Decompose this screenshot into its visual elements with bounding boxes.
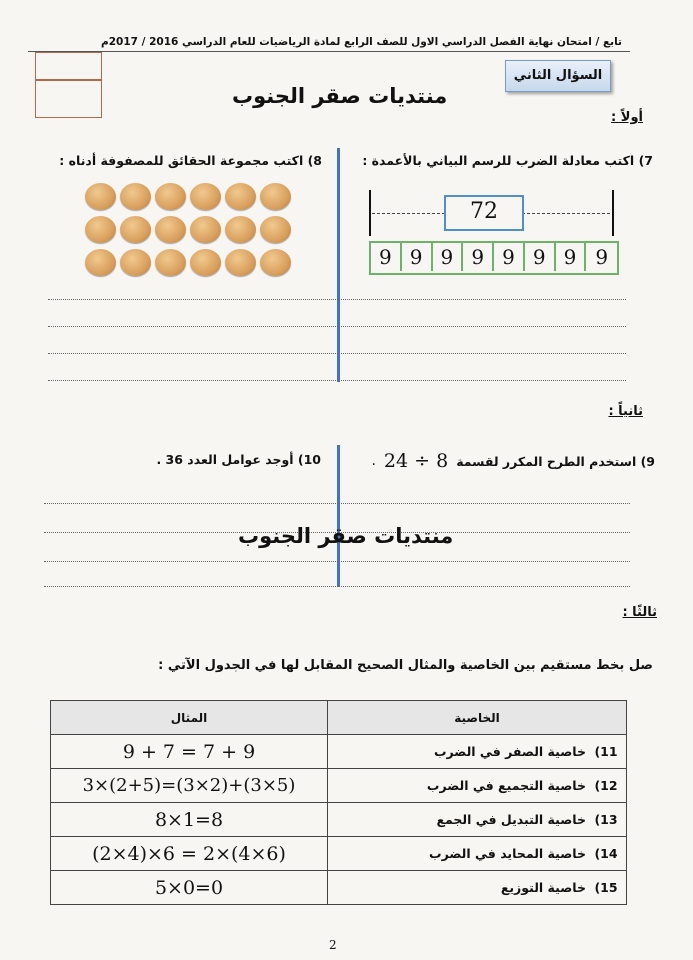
section-second-label: ثانياً : (608, 404, 643, 419)
property-name: خاصية الصفر في الضرب (433, 744, 586, 759)
row-number: 15) (594, 880, 618, 895)
property-name: خاصية التبديل في الجمع (436, 812, 586, 827)
bar-right-tick (612, 190, 614, 236)
bar-part: 9 (463, 243, 494, 271)
answer-line[interactable] (44, 561, 630, 562)
table-row (51, 803, 627, 837)
example-cell[interactable]: 5×0=0 (51, 871, 328, 905)
basketball-icon (155, 216, 186, 243)
basketball-icon (155, 249, 186, 276)
column-divider (337, 445, 340, 587)
bar-part: 9 (402, 243, 433, 271)
q8-text: 8) اكتب مجموعة الحقائق للمصفوفة أدناه : (59, 153, 322, 168)
row-number: 11) (594, 744, 618, 759)
basketball-icon (260, 183, 291, 210)
basketball-icon (120, 183, 151, 210)
q9-expression: 24 ÷ 8 (383, 450, 449, 472)
watermark: منتديات صقر الجنوب (238, 524, 454, 548)
row-number: 13) (594, 812, 618, 827)
example-cell[interactable]: 8×1=8 (51, 803, 328, 837)
table-header-row (51, 701, 627, 735)
basketball-icon (190, 249, 221, 276)
row-number: 14) (594, 846, 618, 861)
bar-left-tick (369, 190, 371, 236)
property-name: خاصية التوزيع (500, 880, 586, 895)
answer-line[interactable] (48, 380, 626, 381)
watermark: منتديات صقر الجنوب (232, 84, 448, 108)
bar-part: 9 (371, 243, 402, 271)
property-name: خاصية المحايد في الضرب (429, 846, 586, 861)
q7-text: 7) اكتب معادلة الضرب للرسم البياني بالأعمدة : (362, 153, 653, 168)
example-cell[interactable]: 3×(2+5)=(3×2)+(3×5) (51, 769, 328, 803)
basketball-icon (85, 183, 116, 210)
basketball-icon (120, 216, 151, 243)
section-third-label: ثالثًا : (622, 605, 657, 620)
answer-line[interactable] (48, 353, 626, 354)
bar-part: 9 (433, 243, 464, 271)
answer-line[interactable] (44, 503, 630, 504)
ball-array (85, 183, 295, 276)
bar-total-box: 72 (444, 195, 524, 231)
matching-instruction: صل بخط مستقيم بين الخاصية والمثال الصحيح المقابل لها في الجدول الآتي : (158, 658, 653, 673)
basketball-icon (260, 249, 291, 276)
property-name: خاصية التجميع في الضرب (426, 778, 586, 793)
question-title: السؤال الثاني (505, 60, 611, 92)
page-number: 2 (329, 938, 337, 952)
basketball-icon (190, 183, 221, 210)
basketball-icon (85, 216, 116, 243)
basketball-icon (120, 249, 151, 276)
bar-part: 9 (525, 243, 556, 271)
property-cell[interactable] (328, 769, 627, 803)
table-row (51, 735, 627, 769)
header-example: المثال (51, 701, 328, 735)
column-divider (337, 148, 340, 382)
answer-line[interactable] (44, 586, 630, 587)
q9-period: . (371, 453, 376, 469)
property-cell[interactable] (328, 735, 627, 769)
bar-part: 9 (556, 243, 587, 271)
answer-line[interactable] (48, 326, 626, 327)
table-row (51, 769, 627, 803)
header-divider (28, 51, 630, 52)
table-row (51, 871, 627, 905)
q9 (371, 450, 655, 472)
basketball-icon (260, 216, 291, 243)
property-cell[interactable] (328, 871, 627, 905)
property-cell[interactable] (328, 837, 627, 871)
bar-part: 9 (494, 243, 525, 271)
bar-part: 9 (595, 245, 609, 269)
basketball-icon (190, 216, 221, 243)
example-cell[interactable]: (2×4)×6 = 2×(4×6) (51, 837, 328, 871)
properties-table (50, 700, 627, 905)
score-box-bottom (35, 80, 102, 118)
answer-line[interactable] (48, 299, 626, 300)
exam-header: تابع / امتحان نهاية الفصل الدراسي الاول للصف الرابع لمادة الرياضيات للعام الدراسي 2016 / 2017م (101, 36, 622, 48)
property-cell[interactable] (328, 803, 627, 837)
basketball-icon (155, 183, 186, 210)
basketball-icon (225, 183, 256, 210)
bar-model (369, 241, 619, 275)
q10-text: 10) أوجد عوامل العدد 36 . (156, 452, 321, 467)
example-cell[interactable]: 9 + 7 = 7 + 9 (51, 735, 328, 769)
basketball-icon (225, 216, 256, 243)
q9-text: 9) استخدم الطرح المكرر لقسمة (456, 453, 655, 469)
score-box-top (35, 52, 102, 80)
header-property: الخاصية (328, 701, 627, 735)
basketball-icon (225, 249, 256, 276)
table-row (51, 837, 627, 871)
basketball-icon (85, 249, 116, 276)
row-number: 12) (594, 778, 618, 793)
section-first-label: أولاً : (611, 110, 643, 125)
